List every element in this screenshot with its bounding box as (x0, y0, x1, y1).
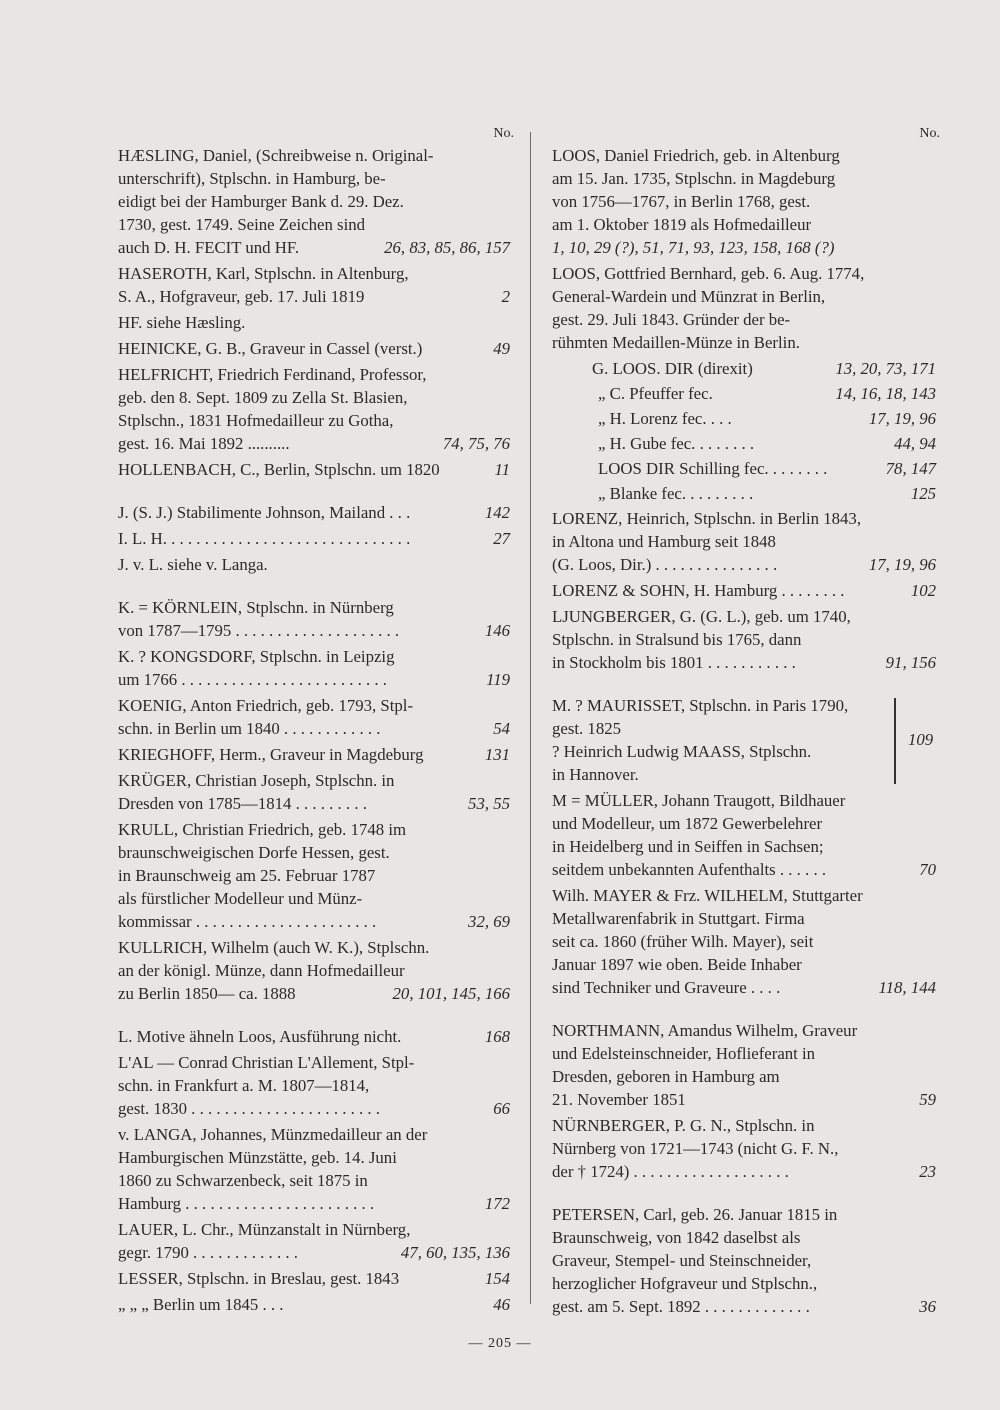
entry-hf: HF. siehe Hæsling. (118, 313, 246, 332)
entry-numbers: 27 (487, 527, 510, 550)
entry-numbers: 49 (487, 337, 510, 360)
entry-j-johnson: J. (S. J.) Stabilimente Johnson, Mailand . . . 142 (118, 503, 510, 522)
entry-l-motive: L. Motive ähneln Loos, Ausführung nicht. 168 (118, 1027, 510, 1046)
entry-lorenz-sohn: LORENZ & SOHN, H. Hamburg . . . . . . . . 102 (552, 581, 936, 600)
entry-lesser-berlin: „ „ „ Berlin um 1845 . . . 46 (118, 1295, 510, 1314)
entry-numbers: 59 (913, 1088, 936, 1111)
entry-haseroth: HASEROTH, Karl, Stplschn. in Altenburg, S. A., Hofgraveur, geb. 17. Juli 1819 2 (118, 264, 510, 306)
entry-hollenbach: HOLLENBACH, C., Berlin, Stplschn. um 1820 11 (118, 460, 510, 479)
entry-numbers: 78, 147 (880, 457, 936, 480)
entry-petersen: PETERSEN, Carl, geb. 26. Januar 1815 in Braunschweig, von 1842 daselbst als Graveur, Stempel- und Steinschneider, herzoglicher Hofgraveur und Stplschn., gest. am 5. Sept. 1892 . . . . . . . . . . . . . 36 (552, 1205, 936, 1316)
subentry-lorenz: „ H. Lorenz fec. . . . 17, 19, 96 (598, 409, 936, 428)
entry-helfricht: HELFRICHT, Friedrich Ferdinand, Professor, geb. den 8. Sept. 1809 zu Zella St. Blasien, Stplschn., 1831 Hofmedailleur zu Gotha, gest. 16. Mai 1892 .......... 74, 75, 76 (118, 365, 510, 453)
entry-numbers: 91, 156 (880, 651, 936, 674)
entry-numbers: 119 (480, 668, 510, 691)
entry-koernlein: K. = KÖRNLEIN, Stplschn. in Nürnberg von 1787—1795 . . . . . . . . . . . . . . . . . . . . 146 (118, 598, 510, 640)
entry-numbers: 36 (913, 1295, 936, 1318)
entry-ilh: I. L. H. . . . . . . . . . . . . . . . . . . . . . . . . . . . . . 27 (118, 529, 510, 548)
entry-mueller: M = MÜLLER, Johann Traugott, Bildhauer und Modelleur, um 1872 Gewerbelehrer in Heidelberg und in Seiffen in Sachsen; seitdem unbekannten Aufenthalts . . . . . . 70 (552, 791, 936, 879)
entry-loos-daniel: LOOS, Daniel Friedrich, geb. in Altenburg am 15. Jan. 1735, Stplschn. in Magdeburg von 1756—1767, in Berlin 1768, gest. am 1. Oktober 1819 als Hofmedailleur 1, 10, 29 (?), 51, 71, 93, 123, 158, 168 (?) (552, 144, 936, 259)
entry-krieghoff: KRIEGHOFF, Herm., Graveur in Magdeburg 131 (118, 745, 510, 764)
entry-kongsdorf: K. ? KONGSDORF, Stplschn. in Leipzig um 1766 . . . . . . . . . . . . . . . . . . . . . . . . . 119 (118, 647, 510, 689)
entry-numbers: 154 (479, 1267, 510, 1290)
entry-numbers: 26, 83, 85, 86, 157 (378, 236, 510, 259)
entry-numbers: 172 (479, 1192, 510, 1215)
page-number: — 205 — (468, 1336, 532, 1351)
bracket-mark (894, 698, 896, 784)
entry-numbers: 142 (479, 501, 510, 524)
entry-numbers: 131 (479, 743, 510, 766)
entry-numbers: 14, 16, 18, 143 (829, 382, 936, 405)
entry-nuernberger: NÜRNBERGER, P. G. N., Stplschn. in Nürnberg von 1721—1743 (nicht G. F. N., der † 1724) . . . . . . . . . . . . . . . . . . . 23 (552, 1116, 936, 1181)
entry-krueger: KRÜGER, Christian Joseph, Stplschn. in Dresden von 1785—1814 . . . . . . . . . 53, 55 (118, 771, 510, 813)
entry-numbers: 20, 101, 145, 166 (387, 982, 510, 1005)
entry-maurisset-maass: M. ? MAURISSET, Stplschn. in Paris 1790, gest. 1825 ? Heinrich Ludwig MAASS, Stplschn. in Hannover. 109 (552, 696, 934, 784)
entry-numbers: 46 (487, 1293, 510, 1316)
entry-haesling: HÆSLING, Daniel, (Schreibweise n. Original- unterschrift), Stplschn. in Hamburg, be- eidigt bei der Hamburger Bank d. 29. Dez. 1730, gest. 1749. Seine Zeichen sind auch D. H. FECIT und HF. 26, 83, 85, 86, 157 (118, 146, 510, 257)
entry-lesser: LESSER, Stplschn. in Breslau, gest. 1843 154 (118, 1269, 510, 1288)
number-column-header: No. (919, 126, 940, 141)
entry-northmann: NORTHMANN, Amandus Wilhelm, Graveur und Edelsteinschneider, Hoflieferant in Dresden, geboren in Hamburg am 21. November 1851 59 (552, 1021, 936, 1109)
entry-numbers: 17, 19, 96 (863, 553, 936, 576)
entry-numbers: 118, 144 (873, 976, 937, 999)
subentry-gube: „ H. Gube fec. . . . . . . . 44, 94 (598, 434, 936, 453)
entry-numbers: 32, 69 (462, 910, 510, 933)
entry-lauer: LAUER, L. Chr., Münzanstalt in Nürnberg, gegr. 1790 . . . . . . . . . . . . . 47, 60, 135, 136 (118, 1220, 510, 1262)
entry-langa: v. LANGA, Johannes, Münzmedailleur an der Hamburgischen Münzstätte, geb. 14. Juni 1860 zu Schwarzenbeck, seit 1875 in Hamburg . . . . . . . . . . . . . . . . . . . . . . . 172 (118, 1125, 510, 1213)
entry-numbers: 74, 75, 76 (437, 432, 510, 455)
entry-kullrich: KULLRICH, Wilhelm (auch W. K.), Stplschn. an der königl. Münze, dann Hofmedailleur zu Berlin 1850— ca. 1888 20, 101, 145, 166 (118, 938, 510, 1003)
entry-numbers: 47, 60, 135, 136 (395, 1241, 510, 1264)
left-column (118, 124, 514, 1319)
entry-krull: KRULL, Christian Friedrich, geb. 1748 im braunschweigischen Dorfe Hessen, gest. in Braunschweig am 25. Februar 1787 als fürstlicher Modelleur und Münz- kommissar . . . . . . . . . . . . . . . . . . . . . . 32, 69 (118, 820, 510, 931)
entry-numbers: 54 (487, 717, 510, 740)
entry-numbers: 23 (913, 1160, 936, 1183)
entry-numbers: 11 (488, 458, 510, 481)
column-divider (530, 132, 531, 1304)
entry-numbers: 13, 20, 73, 171 (829, 357, 936, 380)
entry-lal: L'AL — Conrad Christian L'Allement, Stpl- schn. in Frankfurt a. M. 1807—1814, gest. 1830 . . . . . . . . . . . . . . . . . . . . . . . 66 (118, 1053, 510, 1118)
entry-numbers: 66 (487, 1097, 510, 1120)
entry-numbers: 125 (905, 482, 936, 505)
subentry-schilling: LOOS DIR Schilling fec. . . . . . . . 78, 147 (598, 459, 936, 478)
right-column (552, 124, 940, 1321)
entry-ljungberger: LJUNGBERGER, G. (G. L.), geb. um 1740, Stplschn. in Stralsund bis 1765, dann in Stockholm bis 1801 . . . . . . . . . . . 91, 156 (552, 607, 936, 672)
subentry-blanke: „ Blanke fec. . . . . . . . . 125 (598, 484, 936, 503)
entry-numbers: 146 (479, 619, 510, 642)
number-column-header: No. (493, 126, 514, 141)
entry-numbers: 70 (913, 858, 936, 881)
entry-numbers: 53, 55 (462, 792, 510, 815)
entry-mayer-wilhelm: Wilh. MAYER & Frz. WILHELM, Stuttgarter Metallwarenfabrik in Stuttgart. Firma seit ca. 1860 (früher Wilh. Mayer), seit Januar 1897 wie oben. Beide Inhaber sind Techniker und Graveure . . . . 118, 144 (552, 886, 936, 997)
entry-numbers: 168 (479, 1025, 510, 1048)
entry-jvl: J. v. L. siehe v. Langa. (118, 555, 268, 574)
subentry-loos-dir: G. LOOS. DIR (direxit) 13, 20, 73, 171 (592, 359, 936, 378)
entry-numbers: 44, 94 (888, 432, 936, 455)
entry-lorenz-heinrich: LORENZ, Heinrich, Stplschn. in Berlin 1843, in Altona und Hamburg seit 1848 (G. Loos, Dir.) . . . . . . . . . . . . . . . 17, 19, 96 (552, 509, 936, 574)
entry-numbers: 102 (905, 579, 936, 602)
entry-numbers: 1, 10, 29 (?), 51, 71, 93, 123, 158, 168 (?) (552, 238, 835, 257)
entry-heinicke: HEINICKE, G. B., Graveur in Cassel (verst.) 49 (118, 339, 510, 358)
entry-numbers: 2 (496, 285, 510, 308)
entry-loos-gottfried: LOOS, Gottfried Bernhard, geb. 6. Aug. 1774, General-Wardein und Münzrat in Berlin, gest. 29. Juli 1843. Gründer der be- rühmten Medaillen-Münze in Berlin. (552, 264, 865, 352)
subentry-pfeuffer: „ C. Pfeuffer fec. 14, 16, 18, 143 (598, 384, 936, 403)
entry-numbers: 17, 19, 96 (863, 407, 936, 430)
entry-koenig: KOENIG, Anton Friedrich, geb. 1793, Stpl- schn. in Berlin um 1840 . . . . . . . . . . . . 54 (118, 696, 510, 738)
